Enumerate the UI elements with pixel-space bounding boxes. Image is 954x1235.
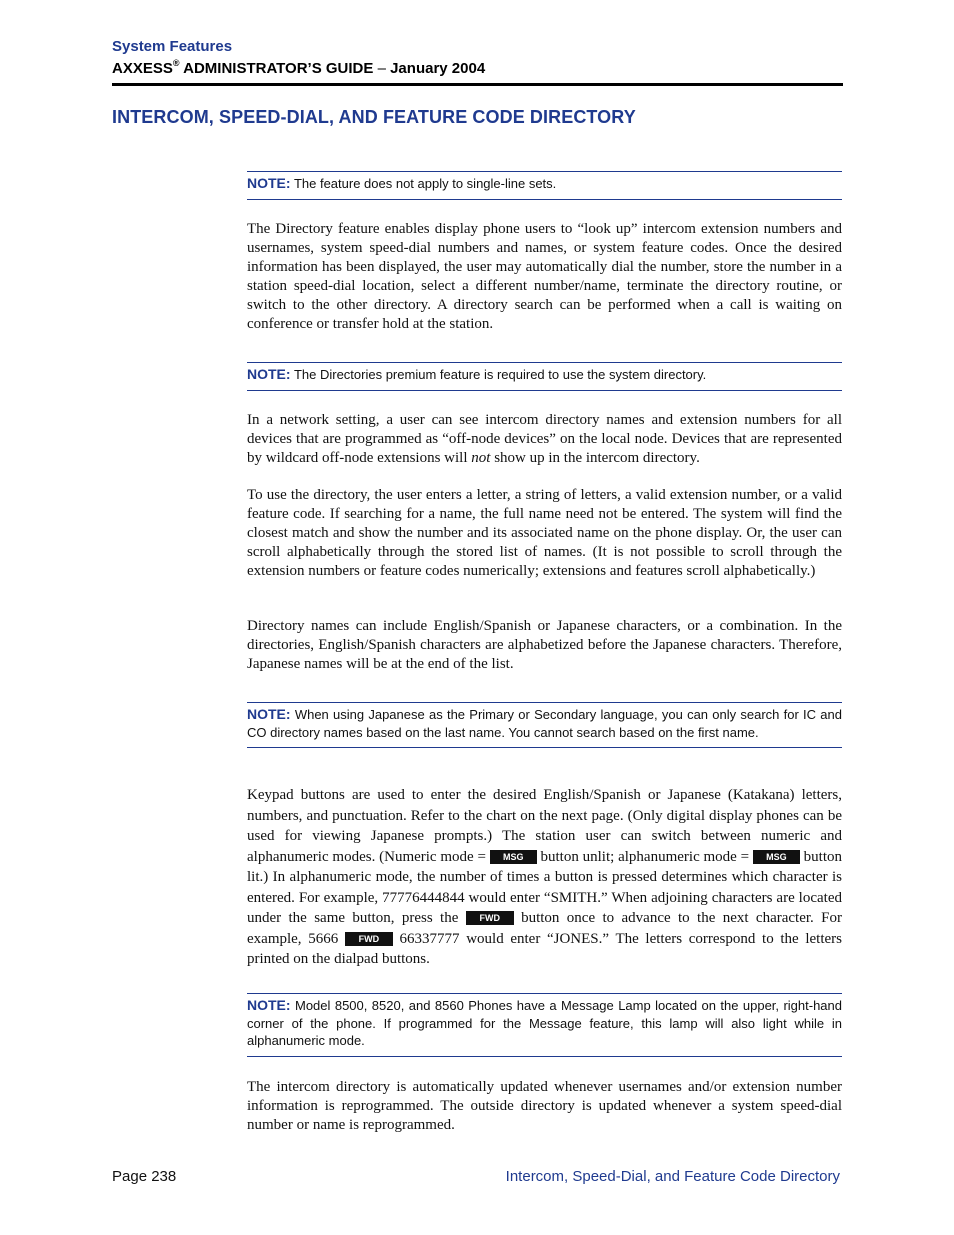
note-text: The feature does not apply to single-line sets. xyxy=(293,176,557,191)
guide-product-name: AXXESS xyxy=(112,60,173,77)
note-label: NOTE: xyxy=(247,997,291,1013)
guide-date: January 2004 xyxy=(390,60,486,77)
emphasis-text: not xyxy=(471,449,491,466)
paragraph: The intercom directory is automatically updated whenever usernames and/or extension number information is reprogrammed. The outside directory is updated whenever a system speed-dial number or name is reprogrammed. xyxy=(247,1079,842,1133)
note-label: NOTE: xyxy=(247,366,291,382)
guide-dash: – xyxy=(373,60,391,77)
guide-title: ADMINISTRATOR’S GUIDE xyxy=(179,60,374,77)
msg-key-icon: MSG xyxy=(753,850,800,864)
paragraph-text: show up in the intercom directory. xyxy=(490,449,700,466)
paragraph: The Directory feature enables display phone users to “look up” intercom extension numbers and usernames, system speed-dial numbers and names, or system feature codes. Once the desired information has been displayed, the user may automatically dial the number, store the number in a station speed-dial location, select a different number/name, terminate the directory routine, or switch to the other directory. A directory search can be performed when a call is waiting on conference or transfer hold at the station. xyxy=(247,221,842,332)
registered-mark: ® xyxy=(172,58,180,68)
paragraph-text: button once to advance to the next character. For example, 5666 xyxy=(247,910,842,947)
paragraph-text: In a network setting, a user can see intercom directory names and extension numbers for all devices that are programmed as “off-node devices” on the local node. Devices that are represented by wildcard off-node extensions will xyxy=(247,412,842,466)
note-box xyxy=(247,702,842,748)
note-label: NOTE: xyxy=(247,175,291,191)
paragraph-text: button lit.) In alphanumeric mode, the number of times a button is pressed determines which character is entered. For example, 77776444844 would enter “SMITH.” When adjoining characters are located under the same button, press the xyxy=(247,848,842,926)
paragraph xyxy=(247,411,842,468)
header-rule xyxy=(112,83,843,86)
note-text: The Directories premium feature is required to use the system directory. xyxy=(293,367,707,382)
page-title: INTERCOM, SPEED-DIAL, AND FEATURE CODE DIRECTORY xyxy=(112,107,636,127)
paragraph-text: Keypad buttons are used to enter the desired English/Spanish or Japanese (Katakana) letters, numbers, and punctuation. Refer to the chart on the next page. (Only digital display phones can be used for viewing Japanese prompts.) The station user can switch between numeric and alphanumeric modes. (Numeric mode = xyxy=(247,787,842,865)
page-number: Page 238 xyxy=(112,1168,177,1185)
fwd-key-icon: FWD xyxy=(345,932,393,946)
msg-key-icon: MSG xyxy=(490,850,537,864)
running-header-section: System Features xyxy=(112,38,233,55)
paragraph-text: 66337777 would enter “JONES.” The letters correspond to the letters printed on the dialpad buttons. xyxy=(247,930,842,967)
paragraph-text: button unlit; alphanumeric mode = xyxy=(536,848,753,865)
paragraph xyxy=(247,785,842,970)
fwd-key-icon: FWD xyxy=(466,911,514,925)
note-box xyxy=(247,993,842,1057)
note-text: When using Japanese as the Primary or Secondary language, you can only search for IC and CO directory names based on the last name. You cannot search based on the first name. xyxy=(247,707,842,740)
running-header-guide xyxy=(112,60,485,77)
note-label: NOTE: xyxy=(247,706,291,722)
note-box xyxy=(247,171,842,200)
paragraph: Directory names can include English/Spanish or Japanese characters, or a combination. In the directories, English/Spanish characters are alphabetized before the Japanese characters. Therefore, Japanese names will be at the end of the list. xyxy=(247,618,842,672)
paragraph: To use the directory, the user enters a letter, a string of letters, a valid extension number, or a valid feature code. If searching for a name, the full name need not be entered. The system will find the closest match and show the number and its associated name on the phone display. Or, the user can scroll alphabetically through the stored list of names. (It is not possible to scroll through the extension numbers or feature codes numerically; extensions and features scroll alphabetically.) xyxy=(247,487,842,579)
footer-section-title: Intercom, Speed-Dial, and Feature Code Directory xyxy=(505,1168,840,1185)
note-text: Model 8500, 8520, and 8560 Phones have a Message Lamp located on the upper, right-hand corner of the phone. If programmed for the Message feature, this lamp will also light while in alphanumeric mode. xyxy=(247,998,842,1048)
note-box xyxy=(247,362,842,391)
